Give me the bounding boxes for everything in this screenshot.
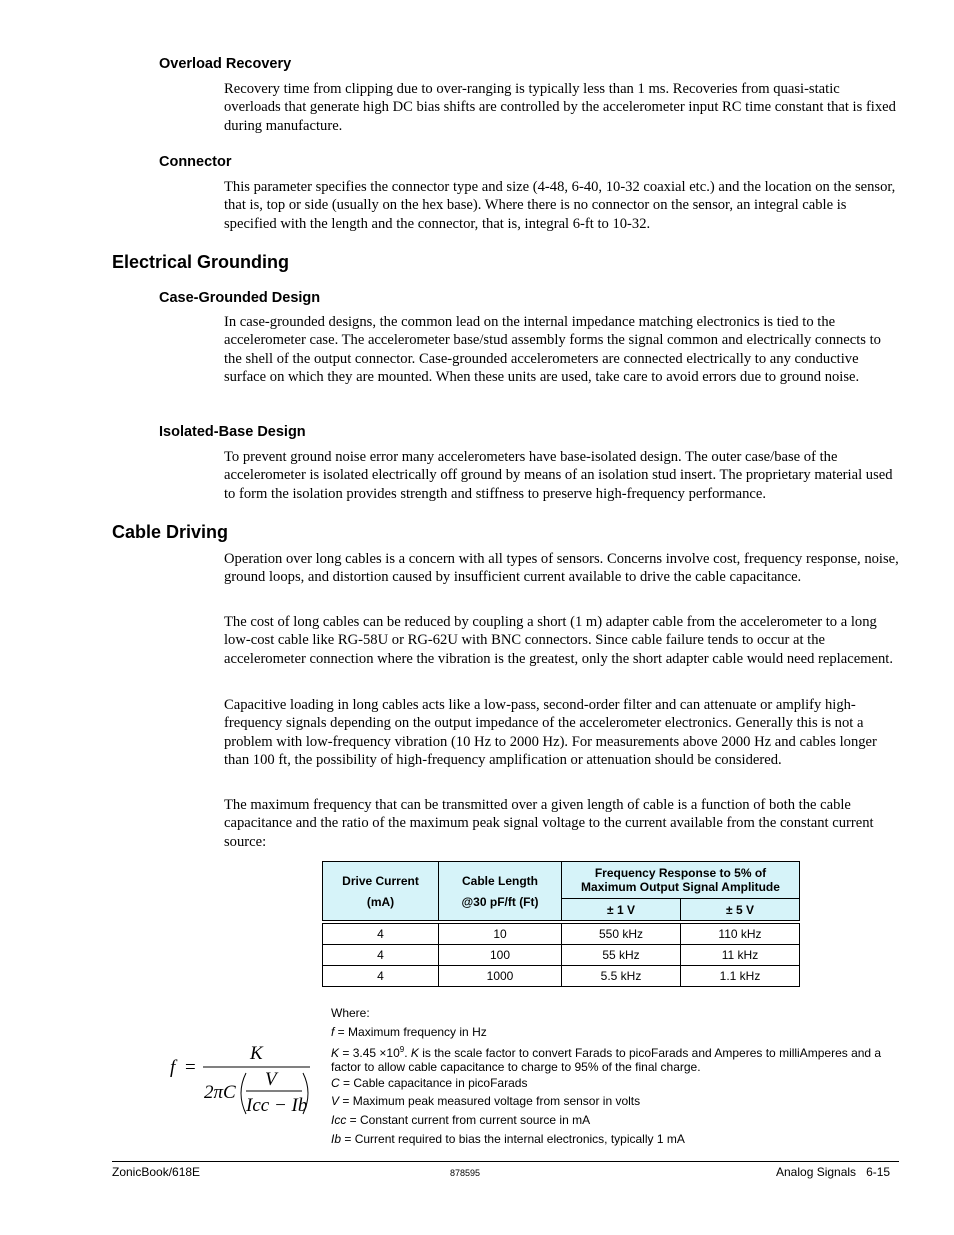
table-cell: 4 [323,966,439,987]
where-v-text: = Maximum peak measured voltage from sensor in volts [339,1094,641,1108]
formula-inner-denominator: Icc − Ib [246,1095,308,1116]
footer-rule [112,1161,899,1162]
frequency-formula [170,1038,320,1128]
footer-section-name: Analog Signals [776,1165,857,1179]
paragraph-cable-driving-3: Capacitive loading in long cables acts like a low-pass, second-order filter and can attenuate or amplify high-frequency signals depending on the output impedance of the accelerometer electronics. Generally this is not a problem with low-frequency vibration (10 Hz to 2000 Hz). For measurements above 2000 Hz and cables longer than 100 ft, the possibility of high-frequency amplification or attenuation should be considered. [224,697,877,769]
table-cell: 5.5 kHz [562,966,681,987]
table-row [323,966,800,987]
footer-page-number: 6-15 [866,1165,891,1179]
table-cell: 11 kHz [681,945,800,966]
paragraph-isolated-base-design: To prevent ground noise error many accelerometers have base-isolated design. The outer case/base of the accelerometer is isolated electrically off ground by means of an isolation stud insert. The proprietary material used to form the isolation provides strength and stiffness to preserve high-frequency performance. [224,449,893,502]
where-f-text: = Maximum frequency in Hz [334,1025,487,1039]
table-cell: 100 [439,945,562,966]
table-cell: 10 [439,924,562,945]
footer-doc-number: 878595 [450,1168,481,1178]
paragraph-cable-driving-4: The maximum frequency that can be transmitted over a given length of cable is a function of both the cable capacitance and the ratio of the maximum peak signal voltage to the current available from the constant current source: [224,797,874,850]
header-cable-length-label: Cable Length [461,873,538,888]
header-cable-length-unit: @30 pF/ft (Ft) [461,894,539,909]
table-cell: 4 [323,924,439,945]
where-k-text: is the scale factor to convert Farads to picoFarads and Amperes to milliAmperes and a factor to allow cable capacitance to charge to 95% of the final charge. [331,1046,882,1074]
table-cell: 55 kHz [562,945,681,966]
paragraph-cable-driving-1: Operation over long cables is a concern with all types of sensors. Concerns involve cost, frequency response, noise, ground loops, and distortion caused by insufficient current available to drive the cable capacitance. [224,551,899,586]
table-cell: 1.1 kHz [681,966,800,987]
where-title: Where: [331,1006,370,1020]
formula-lhs: f [170,1057,176,1078]
where-k [331,1043,911,1074]
heading-case-grounded-design: Case-Grounded Design [159,290,321,306]
table-cell: 550 kHz [562,924,681,945]
header-drive-current-unit: (mA) [366,894,395,909]
symbol-ib: Ib [331,1132,342,1146]
heading-cable-driving: Cable Driving [112,522,229,542]
where-ib-text: = Current required to bias the internal electronics, typically 1 mA [341,1132,685,1146]
symbol-icc: Icc [331,1113,347,1127]
header-5v: ± 5 V [681,899,800,921]
symbol-k-2: K [410,1046,419,1060]
header-frequency-response-line1: Frequency Response to 5% of [594,866,767,880]
formula-numerator: K [250,1043,263,1064]
header-frequency-response-line2: Maximum Output Signal Amplitude [581,880,780,894]
where-icc [331,1113,911,1127]
table-cell: 1000 [439,966,562,987]
formula-equals: = [185,1057,196,1078]
symbol-f: f [331,1025,335,1039]
where-ib [331,1132,911,1146]
heading-overload-recovery: Overload Recovery [159,56,292,72]
frequency-response-table [322,861,800,987]
header-drive-current [323,862,439,921]
footer-section [776,1165,890,1179]
formula-inner-numerator: V [265,1069,277,1090]
heading-electrical-grounding: Electrical Grounding [112,252,290,272]
paragraph-overload-recovery: Recovery time from clipping due to over-ranging is typically less than 1 ms. Recoveries from quasi-static overloads that generate high DC bias shifts are controlled by the accelerometer input RC time constant that is fixed during manufacture. [224,81,896,134]
table-cell: 4 [323,945,439,966]
table-cell: 110 kHz [681,924,800,945]
header-cable-length [439,862,562,921]
where-c-text: = Cable capacitance in picoFarads [339,1076,528,1090]
where-k-exponent: 9 [399,1045,405,1054]
header-frequency-response [562,862,800,899]
paragraph-cable-driving-2: The cost of long cables can be reduced by coupling a short (1 m) adapter cable from the accelerometer to a long low-cost cable like RG-58U or RG-62U with BNC connectors. Since cable failure tends to occur at the accelerometer connection where the vibration is the greatest, only the short adapter cable would need replacement. [224,614,893,667]
where-k-value: = 3.45 ×10 [339,1046,400,1060]
paragraph-connector: This parameter specifies the connector type and size (4-48, 6-40, 10-32 coaxial etc.) and the location on the sensor, that is, top or side (usually on the hex base). Where there is no connector on the sensor, an integral cable is specified with the length and the connector, that is, integral 6-ft to 10-32. [224,179,896,232]
footer-doc-name: ZonicBook/618E [112,1165,201,1179]
symbol-k: K [331,1046,340,1060]
table-row [323,945,800,966]
heading-isolated-base-design: Isolated-Base Design [159,424,306,440]
table-row [323,924,800,945]
where-icc-text: = Constant current from current source in mA [346,1113,591,1127]
header-drive-current-label: Drive Current [342,873,419,888]
paragraph-case-grounded-design: In case-grounded designs, the common lead on the internal impedance matching electronics is tied to the accelerometer case. The accelerometer base/stud assembly forms the signal common and electrically connects to the shell of the output connector. Case-grounded accelerometers are connected electrically to any conductive surface on which they are mounted. When these units are used, take care to avoid errors due to ground noise. [224,314,881,386]
symbol-c: C [331,1076,340,1090]
where-k-sep: . [404,1046,411,1060]
formula-2pic: 2πC [204,1082,236,1103]
heading-connector: Connector [159,154,232,170]
where-c [331,1076,911,1090]
where-v [331,1094,911,1108]
where-f [331,1025,911,1039]
header-1v: ± 1 V [562,899,681,921]
symbol-v: V [331,1094,340,1108]
